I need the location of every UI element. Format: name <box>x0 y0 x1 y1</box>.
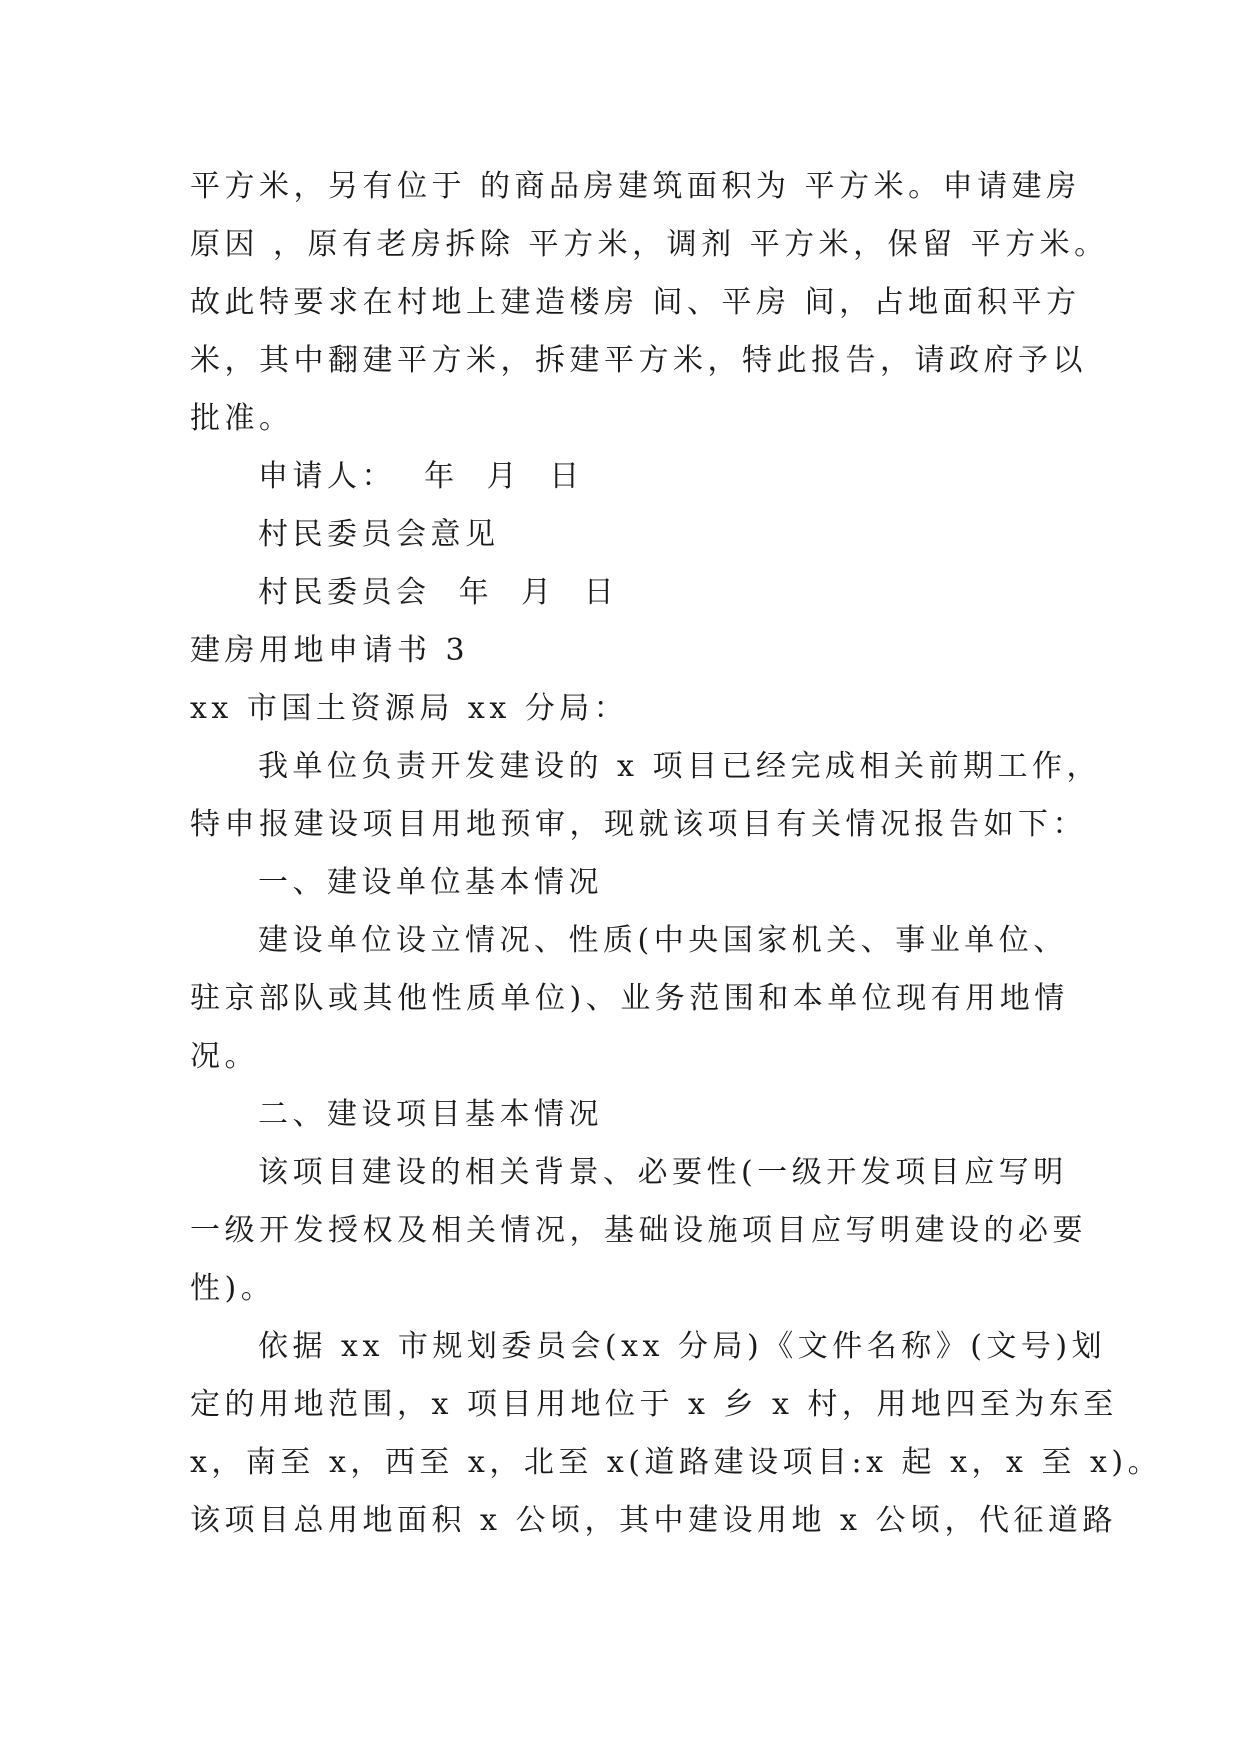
text-line: 原因 ，原有老房拆除 平方米，调剂 平方米，保留 平方米。 <box>190 227 1109 262</box>
applicant-signature-line: 申请人： 年 月 日 <box>258 459 584 494</box>
text-line: 平方米，另有位于 的商品房建筑面积为 平方米。申请建房 <box>190 169 1081 204</box>
text-line: x，南至 x，西至 x，北至 x(道路建设项目:x 起 x，x 至 x)。 <box>190 1445 1163 1480</box>
text-line: 特申报建设项目用地预审，现就该项目有关情况报告如下： <box>190 807 1087 842</box>
addressee-line: xx 市国土资源局 xx 分局： <box>190 691 629 726</box>
text-line: 该项目总用地面积 x 公顷，其中建设用地 x 公顷，代征道路 <box>190 1503 1117 1538</box>
text-line: 我单位负责开发建设的 x 项目已经完成相关前期工作， <box>258 749 1101 784</box>
text-line: 依据 xx 市规划委员会(xx 分局)《文件名称》(文号)划 <box>258 1329 1107 1364</box>
document-page <box>190 158 1163 1550</box>
text-line: 定的用地范围，x 项目用地位于 x 乡 x 村，用地四至为东至 <box>190 1387 1118 1422</box>
text-line: 批准。 <box>190 401 294 436</box>
text-line: 况。 <box>190 1039 259 1074</box>
text-line: 米，其中翻建平方米，拆建平方米，特此报告，请政府予以 <box>190 343 1087 378</box>
subheading: 二、建设项目基本情况 <box>258 1097 603 1132</box>
subheading: 一、建设单位基本情况 <box>258 865 603 900</box>
committee-opinion-label: 村民委员会意见 <box>258 517 500 552</box>
committee-signature-line: 村民委员会 年 月 日 <box>258 575 619 610</box>
text-line: 驻京部队或其他性质单位)、业务范围和本单位现有用地情 <box>190 981 1069 1016</box>
text-line: 建设单位设立情况、性质(中央国家机关、事业单位、 <box>258 923 1068 958</box>
text-line: 性)。 <box>190 1271 276 1306</box>
text-line: 一级开发授权及相关情况，基础设施项目应写明建设的必要 <box>190 1213 1087 1248</box>
text-line: 该项目建设的相关背景、必要性(一级开发项目应写明 <box>258 1155 1068 1190</box>
section-title: 建房用地申请书 3 <box>190 633 470 668</box>
text-line: 故此特要求在村地上建造楼房 间、平房 间，占地面积平方 <box>190 285 1081 320</box>
